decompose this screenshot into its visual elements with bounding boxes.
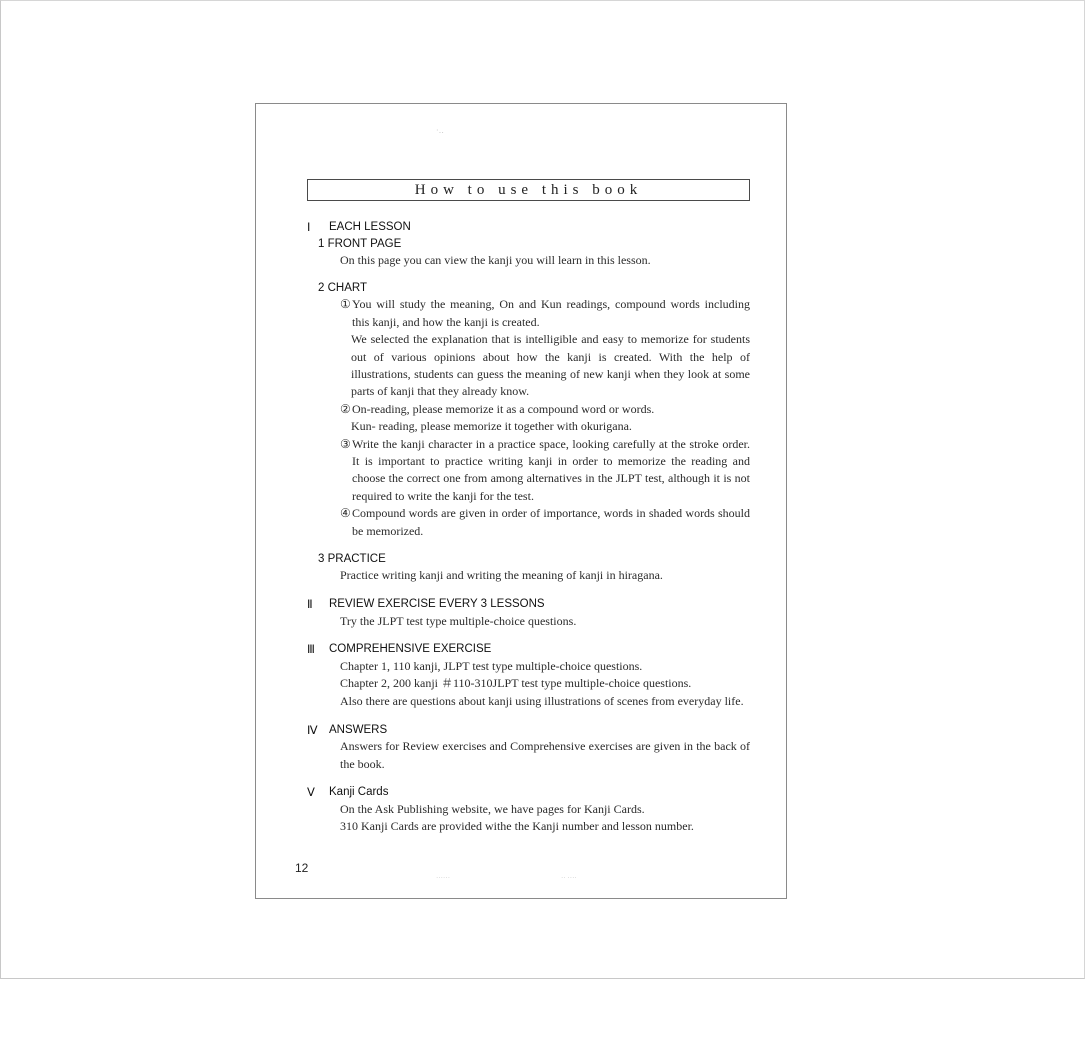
chart-item-2-continuation: Kun- reading, please memorize it together with okurigana. (351, 419, 632, 434)
section-kanji-cards (307, 784, 750, 836)
item-number: ④ (340, 506, 351, 521)
section-each-lesson (307, 218, 750, 585)
kanji-cards-line-2: 310 Kanji Cards are provided withe the Kanji number and lesson number. (340, 819, 694, 834)
item-number: ② (340, 401, 351, 416)
section-title: ANSWERS (329, 723, 388, 736)
item-number: ③ (340, 436, 351, 451)
subsection-heading-chart: 2 CHART (318, 281, 367, 294)
section-heading (307, 641, 750, 658)
title-box (307, 179, 750, 201)
section-answers (307, 721, 750, 773)
comprehensive-line-1: Chapter 1, 110 kanji, JLPT test type multiple-choice questions. (340, 658, 643, 673)
section-heading (307, 784, 750, 801)
chart-item-2 (340, 401, 750, 418)
page-title: How to use this book (414, 181, 643, 198)
scan-speck: ·‥ (436, 126, 445, 135)
section-heading (307, 721, 750, 738)
section-heading (307, 218, 750, 235)
section-comprehensive-exercise (307, 641, 750, 710)
practice-text: Practice writing kanji and writing the meaning of kanji in hiragana. (340, 568, 663, 583)
chart-item-1-continuation: We selected the explanation that is intelligible and easy to memorize for students out of various opinions about how the kanji is created. With the help of illustrations, students can guess the meaning of new kanji when they look at some parts of kanji that they already know. (351, 332, 750, 399)
subsection-heading-front-page: 1 FRONT PAGE (318, 237, 402, 250)
section-review-exercise (307, 596, 750, 630)
chart-item-3 (340, 436, 750, 506)
section-roman-numeral: Ⅳ (307, 724, 318, 737)
item-text: You will study the meaning, On and Kun readings, compound words including this kanji, and how the kanji is created. (352, 297, 750, 329)
item-text: Compound words are given in order of importance, words in shaded words should be memorized. (352, 506, 750, 538)
section-roman-numeral: Ⅴ (307, 787, 315, 800)
page-number: 12 (295, 861, 309, 875)
review-text: Try the JLPT test type multiple-choice questions. (340, 613, 577, 628)
content (307, 218, 750, 847)
chart-item-4 (340, 505, 750, 540)
section-title: Kanji Cards (329, 786, 389, 799)
item-text: On-reading, please memorize it as a compound word or words. (352, 401, 655, 416)
section-title: EACH LESSON (329, 220, 411, 233)
front-page-text: On this page you can view the kanji you will learn in this lesson. (340, 253, 651, 267)
item-text: Write the kanji character in a practice space, looking carefully at the stroke order. It is important to practice writing kanji in order to memorize the reading and choose the correct one from among alternatives in the JLPT test, although it is not required to write the kanji for the test. (352, 436, 750, 503)
section-roman-numeral: Ⅰ (307, 221, 311, 234)
section-roman-numeral: Ⅲ (307, 644, 315, 657)
book-page (255, 103, 787, 899)
scan-speck: ‥‥‥ (436, 872, 451, 880)
comprehensive-line-2: Chapter 2, 200 kanji ＃110-310JLPT test type multiple-choice questions. (340, 676, 692, 691)
kanji-cards-line-1: On the Ask Publishing website, we have pages for Kanji Cards. (340, 801, 645, 816)
item-number: ① (340, 297, 351, 312)
comprehensive-line-3: Also there are questions about kanji using illustrations of scenes from everyday life. (340, 693, 744, 708)
section-title: COMPREHENSIVE EXERCISE (329, 643, 492, 656)
scan-speck: ‥ ‥‥ (561, 872, 577, 880)
chart-item-1 (340, 296, 750, 331)
subsection-heading-practice: 3 PRACTICE (318, 552, 386, 565)
section-heading (307, 596, 750, 613)
answers-text: Answers for Review exercises and Comprehensive exercises are given in the back of the book. (340, 739, 750, 771)
section-title: REVIEW EXERCISE EVERY 3 LESSONS (329, 598, 545, 610)
section-roman-numeral: Ⅱ (307, 599, 313, 611)
